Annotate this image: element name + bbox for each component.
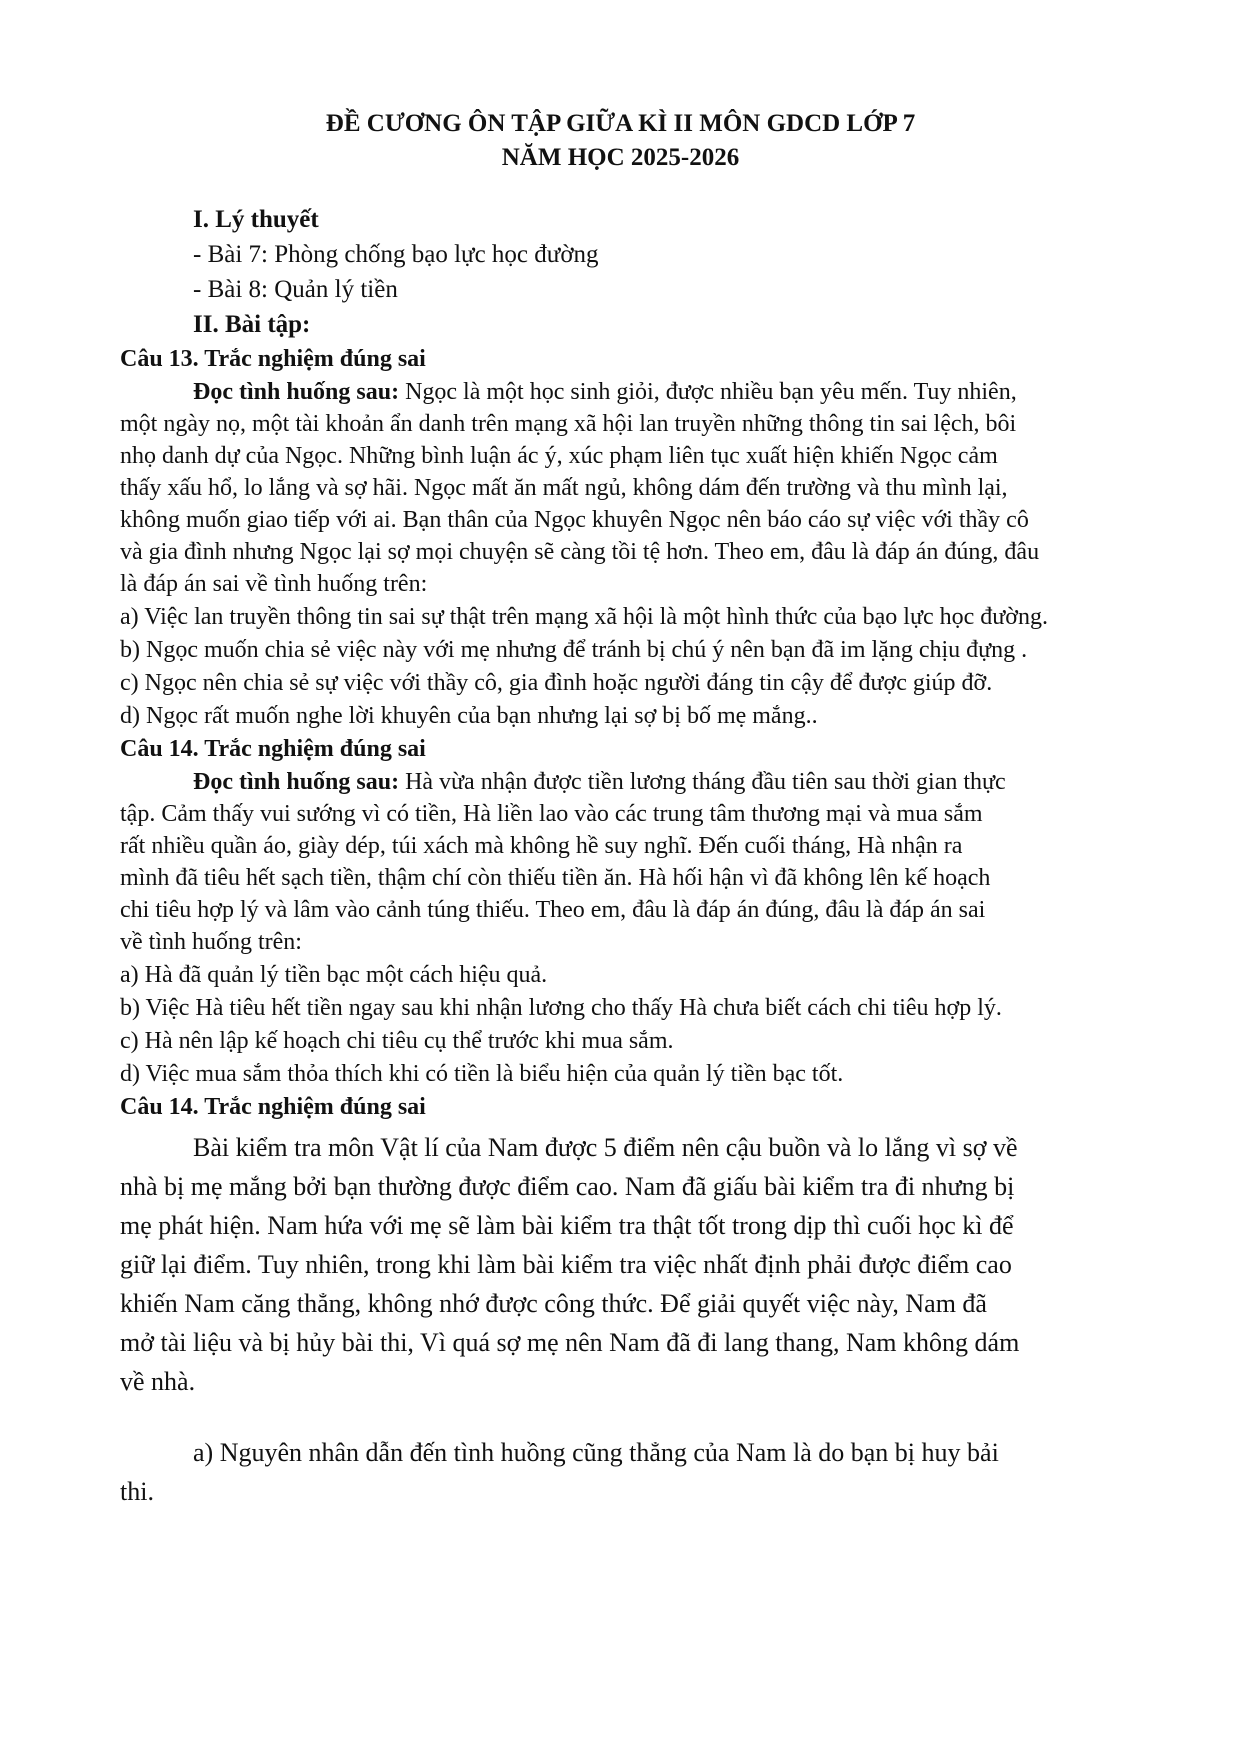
q14b-heading: Câu 14. Trắc nghiệm đúng sai: [120, 1094, 426, 1120]
q13-line-6: và gia đình nhưng Ngọc lại sợ mọi chuyện sẽ càng tồi tệ hơn. Theo em, đâu là đáp án đúng, đâu: [120, 539, 1040, 565]
q14-line-3: rất nhiều quần áo, giày dép, túi xách mà không hề suy nghĩ. Đến cuối tháng, Hà nhận ra: [120, 833, 963, 859]
theory-item-2: - Bài 8: Quản lý tiền: [193, 276, 398, 303]
q14-option-a: a) Hà đã quản lý tiền bạc một cách hiệu quả.: [120, 962, 548, 988]
q13-line-1: [193, 379, 1017, 406]
q14-line-4: mình đã tiêu hết sạch tiền, thậm chí còn thiếu tiền ăn. Hà hối hận vì đã không lên kế hoạch: [120, 865, 991, 891]
q14b-line-3: mẹ phát hiện. Nam hứa với mẹ sẽ làm bài kiểm tra thật tốt trong dịp thì cuối học kì để: [120, 1211, 1014, 1240]
theory-item-1: - Bài 7: Phòng chống bạo lực học đường: [193, 241, 599, 268]
q14b-line-2: nhà bị mẹ mắng bởi bạn thường được điểm cao. Nam đã giấu bài kiểm tra đi nhưng bị: [120, 1172, 1015, 1201]
q14-line-1: [193, 769, 1006, 796]
q14-heading: Câu 14. Trắc nghiệm đúng sai: [120, 736, 426, 762]
q14b-line-7: về nhà.: [120, 1367, 196, 1396]
q13-line-4: thấy xấu hổ, lo lắng và sợ hãi. Ngọc mất ăn mất ngủ, không dám đến trường và thu mình lại,: [120, 475, 1008, 501]
exercises-heading: II. Bài tập:: [193, 311, 311, 338]
q13-line-5: không muốn giao tiếp với ai. Bạn thân của Ngọc khuyên Ngọc nên báo cáo sự việc với thầy cô: [120, 507, 1029, 533]
q14b-option-a-line1: a) Nguyên nhân dẫn đến tình huồng cũng thẳng của Nam là do bạn bị huy bải: [193, 1438, 999, 1467]
q14-option-d: d) Việc mua sắm thỏa thích khi có tiền là biểu hiện của quản lý tiền bạc tốt.: [120, 1061, 844, 1087]
q14b-option-a-line2: thi.: [120, 1477, 154, 1506]
q14-option-c: c) Hà nên lập kế hoạch chi tiêu cụ thể trước khi mua sắm.: [120, 1028, 674, 1054]
q13-line-7: là đáp án sai về tình huống trên:: [120, 571, 428, 597]
q13-option-b: b) Ngọc muốn chia sẻ việc này với mẹ nhưng để tránh bị chú ý nên bạn đã im lặng chịu đựng .: [120, 637, 1028, 663]
q14-lead-label: Đọc tình huống sau:: [193, 769, 400, 795]
q13-lead-label: Đọc tình huống sau:: [193, 379, 400, 405]
q13-option-c: c) Ngọc nên chia sẻ sự việc với thầy cô, gia đình hoặc người đáng tin cậy để được giúp đỡ.: [120, 670, 993, 696]
q13-option-d: d) Ngọc rất muốn nghe lời khuyên của bạn nhưng lại sợ bị bố mẹ mắng..: [120, 703, 818, 729]
q13-line-2: một ngày nọ, một tài khoản ẩn danh trên mạng xã hội lan truyền những thông tin sai lệch, bôi: [120, 411, 1017, 437]
q14b-line-5: khiến Nam căng thẳng, không nhớ được công thức. Để giải quyết việc này, Nam đã: [120, 1289, 987, 1318]
q14-option-b: b) Việc Hà tiêu hết tiền ngay sau khi nhận lương cho thấy Hà chưa biết cách chi tiêu hợp lý.: [120, 995, 1002, 1021]
theory-heading: I. Lý thuyết: [193, 206, 319, 233]
q14-line-1-text: Hà vừa nhận được tiền lương tháng đầu tiên sau thời gian thực: [399, 769, 1006, 795]
q13-line-1-text: Ngọc là một học sinh giỏi, được nhiều bạn yêu mến. Tuy nhiên,: [399, 379, 1017, 405]
q14-line-5: chi tiêu hợp lý và lâm vào cảnh túng thiếu. Theo em, đâu là đáp án đúng, đâu là đáp án sai: [120, 897, 986, 923]
q14b-line-1: Bài kiểm tra môn Vật lí của Nam được 5 điểm nên cậu buồn và lo lắng vì sợ về: [193, 1133, 1018, 1162]
q14-line-2: tập. Cảm thấy vui sướng vì có tiền, Hà liền lao vào các trung tâm thương mại và mua sắm: [120, 801, 983, 827]
q14b-line-4: giữ lại điểm. Tuy nhiên, trong khi làm bài kiểm tra việc nhất định phải được điểm cao: [120, 1250, 1012, 1279]
doc-title-line1: ĐỀ CƯƠNG ÔN TẬP GIỮA KÌ II MÔN GDCD LỚP 7: [325, 110, 916, 137]
q13-option-a: a) Việc lan truyền thông tin sai sự thật trên mạng xã hội là một hình thức của bạo lực học đường.: [120, 604, 1048, 630]
q14b-line-6: mở tài liệu và bị hủy bài thi, Vì quá sợ mẹ nên Nam đã đi lang thang, Nam không dám: [120, 1328, 1020, 1357]
q13-heading: Câu 13. Trắc nghiệm đúng sai: [120, 346, 426, 372]
q13-line-3: nhọ danh dự của Ngọc. Những bình luận ác ý, xúc phạm liên tục xuất hiện khiến Ngọc cảm: [120, 443, 998, 469]
doc-title-line2: NĂM HỌC 2025-2026: [501, 144, 740, 171]
q14-line-6: về tình huống trên:: [120, 929, 302, 955]
